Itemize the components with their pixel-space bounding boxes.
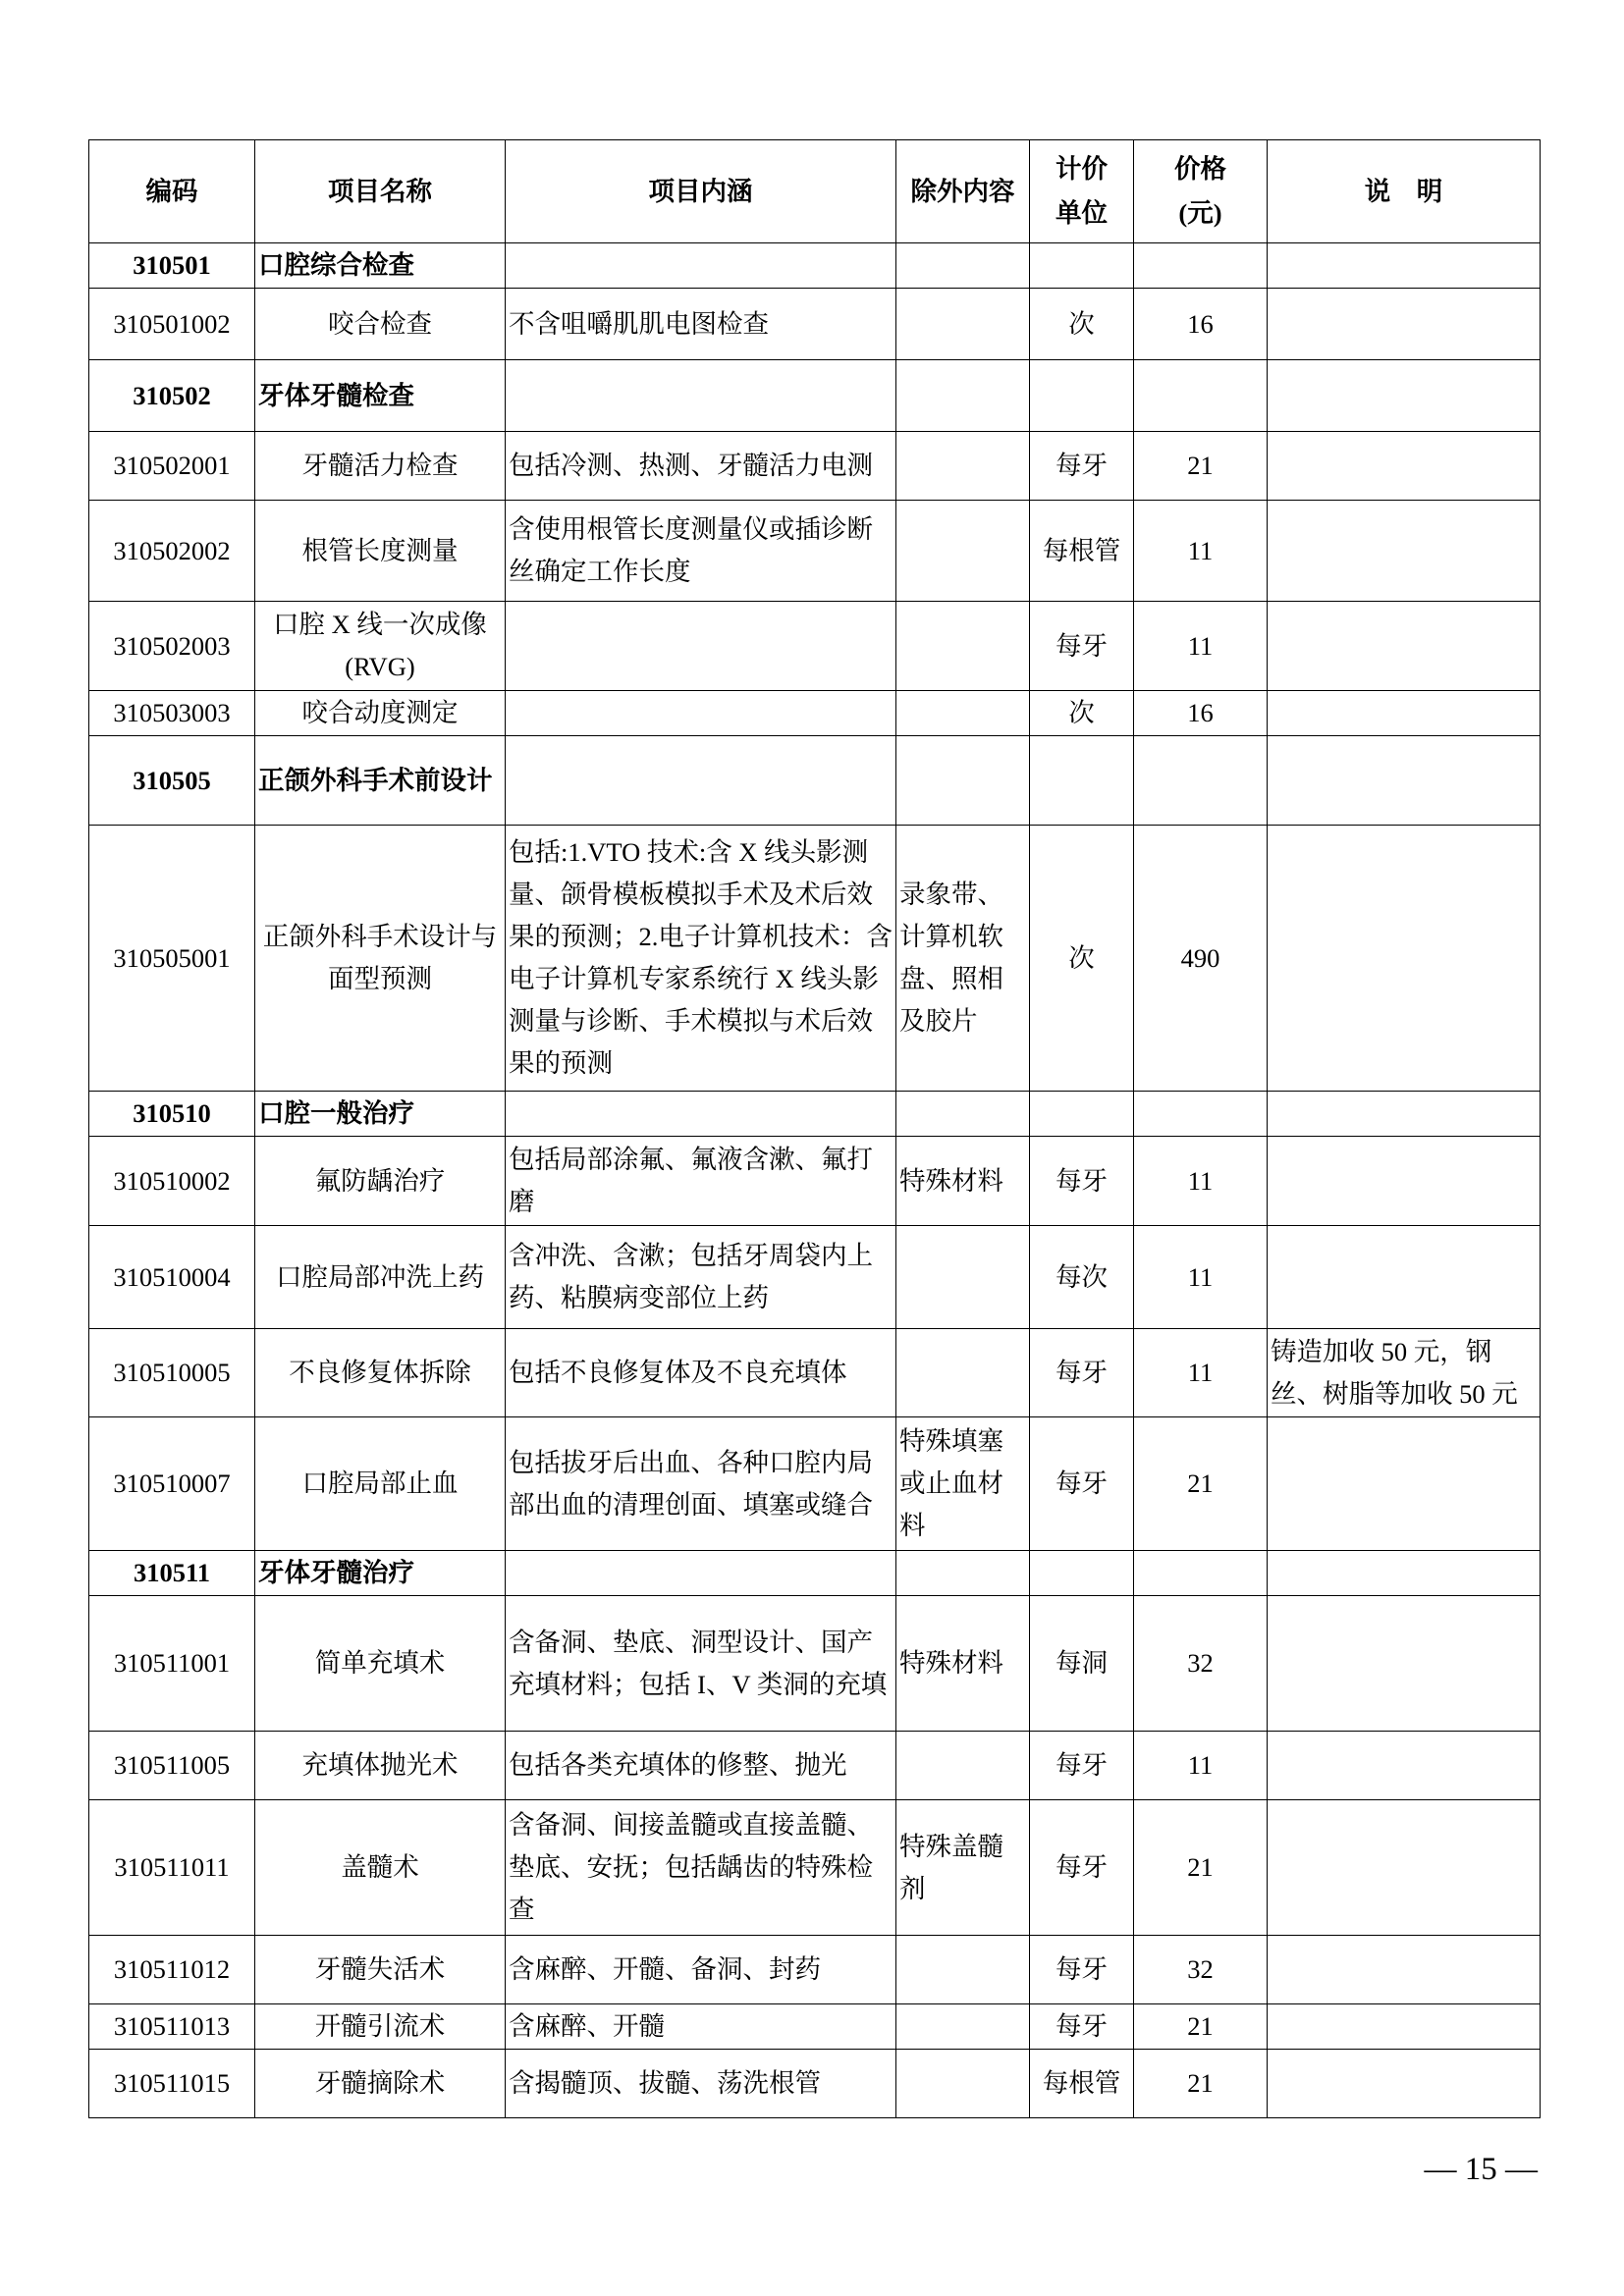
content-cell: 含麻醉、开髓、备洞、封药: [506, 1936, 896, 2004]
code-cell: 310510004: [89, 1226, 255, 1329]
unit-cell: 每牙: [1030, 1800, 1134, 1936]
content-cell: 包括局部涂氟、氟液含漱、氟打磨: [506, 1137, 896, 1226]
unit-cell: 每牙: [1030, 1417, 1134, 1551]
empty-cell: [506, 243, 896, 289]
price-cell: 11: [1134, 602, 1268, 691]
unit-cell: 次: [1030, 691, 1134, 736]
content-cell: 包括冷测、热测、牙髓活力电测: [506, 432, 896, 501]
note-cell: [1268, 1137, 1541, 1226]
header-price-line2: (元): [1178, 198, 1222, 228]
name-cell: 根管长度测量: [255, 501, 506, 602]
empty-cell: [1134, 736, 1268, 826]
empty-cell: [1134, 243, 1268, 289]
note-cell: [1268, 1226, 1541, 1329]
price-cell: 21: [1134, 2050, 1268, 2118]
header-price-line1: 价格: [1174, 154, 1226, 184]
unit-cell: 每洞: [1030, 1596, 1134, 1732]
table-row: [89, 1596, 1541, 1732]
exclude-cell: 特殊材料: [896, 1596, 1030, 1732]
unit-cell: 每牙: [1030, 602, 1134, 691]
price-cell: 21: [1134, 1800, 1268, 1936]
section-code: 310502: [89, 360, 255, 432]
note-cell: [1268, 289, 1541, 360]
table-row: [89, 1137, 1541, 1226]
content-cell: 含揭髓顶、拔髓、荡洗根管: [506, 2050, 896, 2118]
price-cell: 21: [1134, 2004, 1268, 2050]
content-cell: 含备洞、间接盖髓或直接盖髓、垫底、安抚；包括龋齿的特殊检查: [506, 1800, 896, 1936]
note-cell: [1268, 1596, 1541, 1732]
section-code: 310501: [89, 243, 255, 289]
content-cell: 不含咀嚼肌肌电图检查: [506, 289, 896, 360]
exclude-cell: 特殊盖髓剂: [896, 1800, 1030, 1936]
content-cell: [506, 691, 896, 736]
header-row: [89, 140, 1541, 243]
price-cell: 21: [1134, 1417, 1268, 1551]
content-cell: 含冲洗、含漱；包括牙周袋内上药、粘膜病变部位上药: [506, 1226, 896, 1329]
header-price: [1134, 140, 1268, 243]
page-number: — 15 —: [1424, 2152, 1538, 2187]
name-cell: 口腔局部止血: [255, 1417, 506, 1551]
section-name: 口腔一般治疗: [255, 1092, 506, 1137]
price-cell: 16: [1134, 691, 1268, 736]
content-cell: 包括不良修复体及不良充填体: [506, 1329, 896, 1417]
empty-cell: [1268, 243, 1541, 289]
empty-cell: [1030, 243, 1134, 289]
empty-cell: [506, 1092, 896, 1137]
note-cell: [1268, 826, 1541, 1092]
empty-cell: [506, 1551, 896, 1596]
exclude-cell: [896, 602, 1030, 691]
note-cell: [1268, 1800, 1541, 1936]
empty-cell: [896, 1551, 1030, 1596]
price-cell: 11: [1134, 501, 1268, 602]
name-cell: 盖髓术: [255, 1800, 506, 1936]
unit-cell: 每牙: [1030, 1936, 1134, 2004]
note-cell: [1268, 602, 1541, 691]
empty-cell: [1030, 360, 1134, 432]
empty-cell: [896, 736, 1030, 826]
code-cell: 310501002: [89, 289, 255, 360]
name-cell: 牙髓活力检查: [255, 432, 506, 501]
code-cell: 310503003: [89, 691, 255, 736]
exclude-cell: [896, 1226, 1030, 1329]
header-unit: [1030, 140, 1134, 243]
empty-cell: [1268, 736, 1541, 826]
price-cell: 32: [1134, 1596, 1268, 1732]
content-cell: 含使用根管长度测量仪或插诊断丝确定工作长度: [506, 501, 896, 602]
name-cell: 开髓引流术: [255, 2004, 506, 2050]
note-cell: [1268, 691, 1541, 736]
empty-cell: [1030, 1551, 1134, 1596]
table-row: [89, 1800, 1541, 1936]
empty-cell: [1134, 1092, 1268, 1137]
table-row: [89, 1226, 1541, 1329]
code-cell: 310502003: [89, 602, 255, 691]
name-cell: 口腔局部冲洗上药: [255, 1226, 506, 1329]
note-cell: [1268, 2050, 1541, 2118]
note-cell: [1268, 2004, 1541, 2050]
empty-cell: [1268, 1551, 1541, 1596]
code-cell: 310511005: [89, 1732, 255, 1800]
price-cell: 490: [1134, 826, 1268, 1092]
section-name: 正颌外科手术前设计: [255, 736, 506, 826]
price-cell: 11: [1134, 1329, 1268, 1417]
section-row: [89, 360, 1541, 432]
unit-cell: 每牙: [1030, 1137, 1134, 1226]
empty-cell: [896, 360, 1030, 432]
header-content: 项目内涵: [506, 140, 896, 243]
note-cell: [1268, 1732, 1541, 1800]
section-row: [89, 736, 1541, 826]
section-name: 牙体牙髓治疗: [255, 1551, 506, 1596]
name-cell: 正颌外科手术设计与面型预测: [255, 826, 506, 1092]
table-row: [89, 501, 1541, 602]
section-code: 310510: [89, 1092, 255, 1137]
content-cell: 包括拔牙后出血、各种口腔内局部出血的清理创面、填塞或缝合: [506, 1417, 896, 1551]
table-row: [89, 2050, 1541, 2118]
section-row: [89, 1092, 1541, 1137]
table-row: [89, 1936, 1541, 2004]
header-name: 项目名称: [255, 140, 506, 243]
note-cell: 铸造加收 50 元，钢丝、树脂等加收 50 元: [1268, 1329, 1541, 1417]
exclude-cell: [896, 2004, 1030, 2050]
price-cell: 11: [1134, 1226, 1268, 1329]
empty-cell: [1134, 360, 1268, 432]
code-cell: 310505001: [89, 826, 255, 1092]
header-note: 说 明: [1268, 140, 1541, 243]
exclude-cell: 特殊材料: [896, 1137, 1030, 1226]
exclude-cell: [896, 1732, 1030, 1800]
code-cell: 310510007: [89, 1417, 255, 1551]
name-cell: 不良修复体拆除: [255, 1329, 506, 1417]
empty-cell: [896, 243, 1030, 289]
price-cell: 11: [1134, 1732, 1268, 1800]
header-unit-line1: 计价: [1056, 154, 1108, 184]
name-cell: 充填体抛光术: [255, 1732, 506, 1800]
section-code: 310505: [89, 736, 255, 826]
price-cell: 16: [1134, 289, 1268, 360]
exclude-cell: [896, 691, 1030, 736]
note-cell: [1268, 1936, 1541, 2004]
section-row: [89, 1551, 1541, 1596]
unit-cell: 次: [1030, 289, 1134, 360]
exclude-cell: [896, 1936, 1030, 2004]
content-cell: 包括:1.VTO 技术:含 X 线头影测量、颌骨模板模拟手术及术后效果的预测；2.电子计算机技术：含电子计算机专家系统行 X 线头影测量与诊断、手术模拟与术后效果的预测: [506, 826, 896, 1092]
exclude-cell: 录象带、计算机软盘、照相及胶片: [896, 826, 1030, 1092]
table-row: [89, 2004, 1541, 2050]
content-cell: 包括各类充填体的修整、抛光: [506, 1732, 896, 1800]
table-row: [89, 602, 1541, 691]
content-cell: 含麻醉、开髓: [506, 2004, 896, 2050]
empty-cell: [1030, 736, 1134, 826]
empty-cell: [506, 360, 896, 432]
code-cell: 310511015: [89, 2050, 255, 2118]
code-cell: 310510002: [89, 1137, 255, 1226]
table-row: [89, 1732, 1541, 1800]
name-cell: 咬合检查: [255, 289, 506, 360]
code-cell: 310502002: [89, 501, 255, 602]
code-cell: 310502001: [89, 432, 255, 501]
unit-cell: 每牙: [1030, 432, 1134, 501]
section-code: 310511: [89, 1551, 255, 1596]
price-cell: 21: [1134, 432, 1268, 501]
empty-cell: [506, 736, 896, 826]
empty-cell: [1134, 1551, 1268, 1596]
empty-cell: [896, 1092, 1030, 1137]
name-cell: 氟防龋治疗: [255, 1137, 506, 1226]
exclude-cell: 特殊填塞或止血材料: [896, 1417, 1030, 1551]
name-cell: 口腔 X 线一次成像(RVG): [255, 602, 506, 691]
exclude-cell: [896, 289, 1030, 360]
note-cell: [1268, 501, 1541, 602]
section-name: 口腔综合检查: [255, 243, 506, 289]
table-row: [89, 432, 1541, 501]
header-code: 编码: [89, 140, 255, 243]
price-cell: 32: [1134, 1936, 1268, 2004]
empty-cell: [1030, 1092, 1134, 1137]
empty-cell: [1268, 1092, 1541, 1137]
exclude-cell: [896, 501, 1030, 602]
header-unit-line2: 单位: [1056, 198, 1108, 228]
table-row: [89, 289, 1541, 360]
code-cell: 310511012: [89, 1936, 255, 2004]
name-cell: 咬合动度测定: [255, 691, 506, 736]
content-cell: [506, 602, 896, 691]
fee-table: [88, 139, 1541, 2118]
name-cell: 简单充填术: [255, 1596, 506, 1732]
empty-cell: [1268, 360, 1541, 432]
code-cell: 310511011: [89, 1800, 255, 1936]
unit-cell: 每根管: [1030, 2050, 1134, 2118]
note-cell: [1268, 432, 1541, 501]
note-cell: [1268, 1417, 1541, 1551]
price-cell: 11: [1134, 1137, 1268, 1226]
unit-cell: 每次: [1030, 1226, 1134, 1329]
exclude-cell: [896, 432, 1030, 501]
section-name: 牙体牙髓检查: [255, 360, 506, 432]
table-row: [89, 691, 1541, 736]
table-row: [89, 1417, 1541, 1551]
name-cell: 牙髓摘除术: [255, 2050, 506, 2118]
code-cell: 310510005: [89, 1329, 255, 1417]
exclude-cell: [896, 2050, 1030, 2118]
unit-cell: 次: [1030, 826, 1134, 1092]
unit-cell: 每根管: [1030, 501, 1134, 602]
unit-cell: 每牙: [1030, 2004, 1134, 2050]
name-cell: 牙髓失活术: [255, 1936, 506, 2004]
section-row: [89, 243, 1541, 289]
unit-cell: 每牙: [1030, 1732, 1134, 1800]
code-cell: 310511001: [89, 1596, 255, 1732]
table-row: [89, 1329, 1541, 1417]
exclude-cell: [896, 1329, 1030, 1417]
header-exclude: 除外内容: [896, 140, 1030, 243]
code-cell: 310511013: [89, 2004, 255, 2050]
table-row: [89, 826, 1541, 1092]
unit-cell: 每牙: [1030, 1329, 1134, 1417]
content-cell: 含备洞、垫底、洞型设计、国产充填材料；包括 I、V 类洞的充填: [506, 1596, 896, 1732]
